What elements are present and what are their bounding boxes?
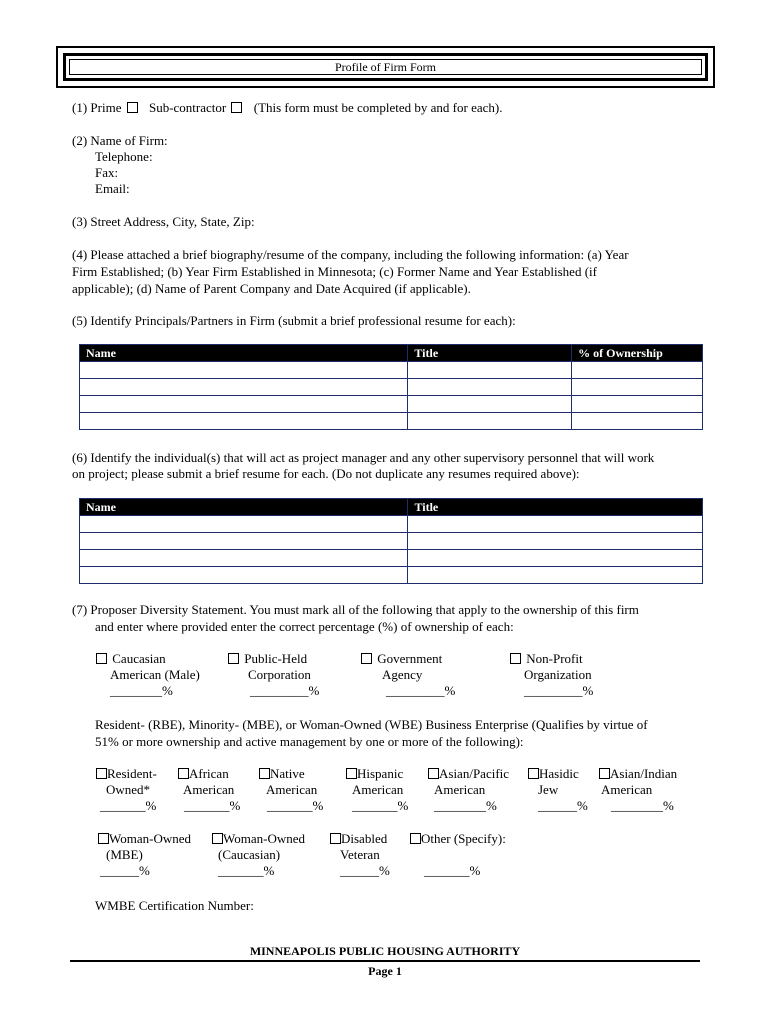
option-label: Woman-Owned	[109, 831, 191, 846]
option-native-american	[259, 766, 323, 814]
percent-field[interactable]: ______%	[538, 798, 588, 813]
wmbe-certification-label: WMBE Certification Number:	[95, 898, 254, 913]
option-label: Native	[270, 766, 305, 781]
q6-line-2: on project; please submit a brief resume for each. (Do not duplicate any resumes required above):	[72, 466, 580, 481]
option-woman-owned-caucasian	[212, 831, 305, 879]
option-label: Government	[377, 651, 443, 666]
table-row	[80, 567, 703, 584]
option-government	[361, 651, 455, 699]
table-cell[interactable]	[408, 396, 572, 413]
public-held-checkbox[interactable]	[228, 653, 239, 664]
table-row	[80, 379, 703, 396]
table-cell[interactable]	[572, 362, 703, 379]
table-cell[interactable]	[80, 550, 408, 567]
option-woman-owned-mbe	[98, 831, 191, 879]
table-cell[interactable]	[408, 413, 572, 430]
option-label: Woman-Owned	[223, 831, 305, 846]
option-label-2: Organization	[524, 667, 592, 682]
percent-field[interactable]: _______%	[184, 798, 241, 813]
option-asian-indian-american	[599, 766, 677, 814]
footer-organization: MINNEAPOLIS PUBLIC HOUSING AUTHORITY	[249, 944, 521, 958]
percent-field[interactable]: _________%	[524, 683, 594, 698]
option-label: Hispanic	[357, 766, 404, 781]
principals-header-ownership: % of Ownership	[572, 345, 703, 362]
table-cell[interactable]	[80, 413, 408, 430]
principals-table	[79, 344, 703, 430]
government-checkbox[interactable]	[361, 653, 372, 664]
percent-field[interactable]: ________%	[611, 798, 674, 813]
percent-field[interactable]: _______%	[100, 798, 157, 813]
table-row	[80, 550, 703, 567]
table-cell[interactable]	[80, 396, 408, 413]
disabled-veteran-checkbox[interactable]	[330, 833, 341, 844]
table-row	[80, 413, 703, 430]
table-row	[80, 516, 703, 533]
prime-checkbox[interactable]	[127, 102, 138, 113]
hasidic-jew-checkbox[interactable]	[528, 768, 539, 779]
q1-note: (This form must be completed by and for each).	[253, 100, 503, 115]
resident-line-2: 51% or more ownership and active management by one or more of the following):	[95, 734, 524, 749]
footer-divider	[70, 960, 700, 962]
form-title-frame	[63, 53, 708, 81]
q1-sub-label: Sub-contractor	[148, 100, 227, 115]
percent-field[interactable]: _______%	[352, 798, 409, 813]
table-cell[interactable]	[408, 567, 703, 584]
non-profit-checkbox[interactable]	[510, 653, 521, 664]
percent-field[interactable]: ______%	[100, 863, 150, 878]
q2-name-label: (2) Name of Firm:	[72, 133, 168, 148]
form-title: Profile of Firm Form	[69, 59, 702, 75]
q5-label: (5) Identify Principals/Partners in Firm (submit a brief professional resume for each):	[72, 313, 516, 328]
option-label: Asian/Pacific	[439, 766, 510, 781]
subcontractor-checkbox[interactable]	[231, 102, 242, 113]
native-american-checkbox[interactable]	[259, 768, 270, 779]
table-cell[interactable]	[80, 379, 408, 396]
option-label: Resident-	[107, 766, 157, 781]
table-row	[80, 362, 703, 379]
option-disabled-veteran	[330, 831, 390, 879]
option-label-2: American	[434, 782, 486, 797]
option-label-2: (MBE)	[106, 847, 143, 862]
option-label-2: American	[266, 782, 318, 797]
option-label-2: Corporation	[248, 667, 311, 682]
african-american-checkbox[interactable]	[178, 768, 189, 779]
option-label: Public-Held	[244, 651, 308, 666]
option-label: Hasidic	[539, 766, 579, 781]
option-resident-owned	[96, 766, 157, 814]
table-row	[80, 396, 703, 413]
table-cell[interactable]	[80, 567, 408, 584]
woman-owned-caucasian-checkbox[interactable]	[212, 833, 223, 844]
option-label-2: Agency	[382, 667, 423, 682]
q2-telephone-label: Telephone:	[95, 149, 153, 164]
table-cell[interactable]	[572, 413, 703, 430]
q3-label: (3) Street Address, City, State, Zip:	[72, 214, 255, 229]
option-hasidic-jew	[528, 766, 588, 814]
woman-owned-mbe-checkbox[interactable]	[98, 833, 109, 844]
q7-line-1: (7) Proposer Diversity Statement. You must mark all of the following that apply to the ownership of this firm	[72, 602, 639, 617]
supervisory-header-row	[80, 499, 703, 516]
option-non-profit	[510, 651, 593, 699]
q7-line-2: and enter where provided enter the correct percentage (%) of ownership of each:	[95, 619, 514, 634]
q4-line-2: Firm Established; (b) Year Firm Established in Minnesota; (c) Former Name and Year Established (if	[72, 264, 597, 279]
table-cell[interactable]	[408, 533, 703, 550]
option-label-2: American	[601, 782, 653, 797]
table-cell[interactable]	[80, 516, 408, 533]
asian-pacific-checkbox[interactable]	[428, 768, 439, 779]
option-public-held	[228, 651, 319, 699]
percent-field[interactable]: _______%	[267, 798, 324, 813]
asian-indian-checkbox[interactable]	[599, 768, 610, 779]
q1-line	[72, 100, 502, 116]
table-cell[interactable]	[408, 362, 572, 379]
option-label: Caucasian	[112, 651, 166, 666]
option-hispanic-american	[346, 766, 408, 814]
principals-header-row	[80, 345, 703, 362]
option-label-2: Jew	[538, 782, 559, 797]
table-cell[interactable]	[572, 379, 703, 396]
option-label-2: American (Male)	[110, 667, 200, 682]
q6-line-1: (6) Identify the individual(s) that will act as project manager and any other supervisory personnel that will work	[72, 450, 655, 465]
caucasian-checkbox[interactable]	[96, 653, 107, 664]
percent-field[interactable]: _______%	[218, 863, 275, 878]
option-caucasian	[96, 651, 200, 699]
supervisory-header-name: Name	[80, 499, 408, 516]
option-label: Non-Profit	[526, 651, 583, 666]
q2-email-label: Email:	[95, 181, 130, 196]
supervisory-header-title: Title	[408, 499, 703, 516]
table-cell[interactable]	[408, 379, 572, 396]
option-label: African	[189, 766, 229, 781]
option-label-2: American	[183, 782, 235, 797]
option-label: Disabled	[341, 831, 388, 846]
table-cell[interactable]	[80, 533, 408, 550]
option-label: Asian/Indian	[610, 766, 678, 781]
q1-prefix: (1) Prime	[72, 100, 122, 115]
table-cell[interactable]	[408, 516, 703, 533]
hispanic-american-checkbox[interactable]	[346, 768, 357, 779]
q2-fax-label: Fax:	[95, 165, 119, 180]
q4-line-3: applicable); (d) Name of Parent Company and Date Acquired (if applicable).	[72, 281, 471, 296]
option-label-2: Owned*	[106, 782, 151, 797]
table-cell[interactable]	[80, 362, 408, 379]
percent-field[interactable]: ________%	[110, 683, 173, 698]
option-label: Other (Specify):	[421, 831, 506, 846]
resident-owned-checkbox[interactable]	[96, 768, 107, 779]
option-label-2: Veteran	[340, 847, 380, 862]
option-label-2: (Caucasian)	[218, 847, 281, 862]
resident-line-1: Resident- (RBE), Minority- (MBE), or Woman-Owned (WBE) Business Enterprise (Qualifies by virtue of	[95, 717, 648, 732]
q4-line-1: (4) Please attached a brief biography/resume of the company, including the following information: (a) Year	[72, 247, 629, 262]
form-title-box	[56, 46, 715, 88]
percent-field[interactable]: ________%	[434, 798, 497, 813]
principals-header-name: Name	[80, 345, 408, 362]
table-row	[80, 533, 703, 550]
table-cell[interactable]	[408, 550, 703, 567]
option-asian-pacific-american	[428, 766, 509, 814]
option-african-american	[178, 766, 240, 814]
percent-field[interactable]: _________%	[386, 683, 456, 698]
supervisory-table	[79, 498, 703, 584]
table-cell[interactable]	[572, 396, 703, 413]
percent-field[interactable]: _________%	[250, 683, 320, 698]
option-other	[410, 831, 506, 879]
percent-field[interactable]: _______%	[424, 863, 481, 878]
principals-header-title: Title	[408, 345, 572, 362]
percent-field[interactable]: ______%	[340, 863, 390, 878]
option-label-2: American	[352, 782, 404, 797]
footer-page-number: Page 1	[368, 964, 402, 978]
other-checkbox[interactable]	[410, 833, 421, 844]
